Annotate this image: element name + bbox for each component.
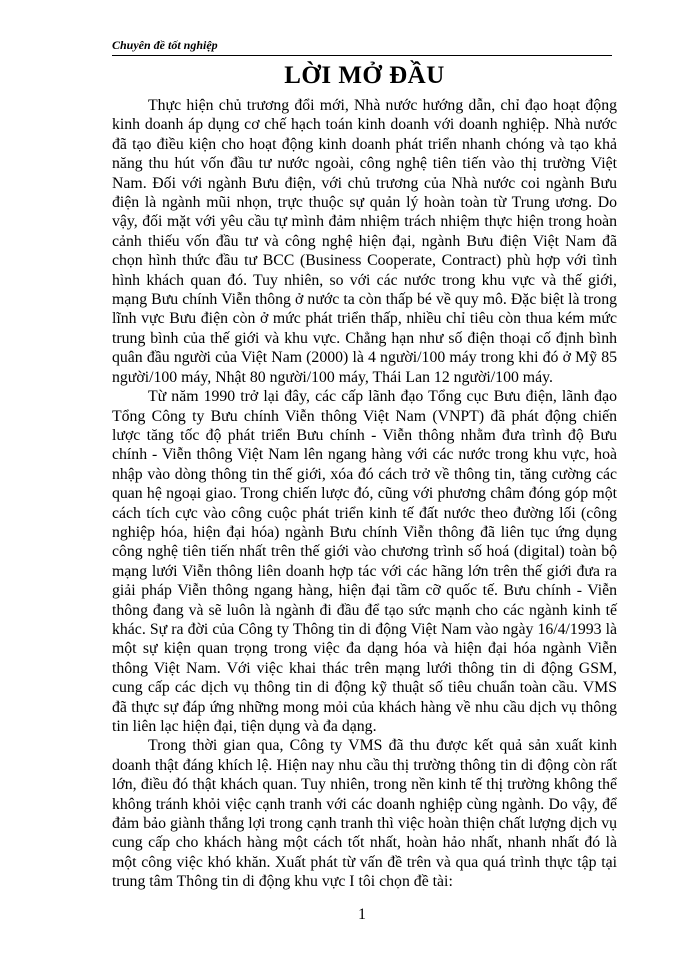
page-title: LỜI MỞ ĐẦU <box>284 62 445 89</box>
paragraph-2: Từ năm 1990 trở lại đây, các cấp lãnh đạo Tổng cục Bưu điện, lãnh đạo Tổng Công ty Bưu chính Viễn thông Việt Nam (VNPT) đã phát động chiến lược tăng tốc độ phát triển Bưu chính - Viễn thông nhằm đưa trình độ Bưu chính - Viễn thông Việt Nam lên ngang hàng với các nước trong khu vực, hoà nhập vào dòng thông tin thế giới, xóa đó cách trở về thông tin, tăng cường các quan hệ ngoại giao. Trong chiến lược đó, cũng với phương châm đóng góp một cách tích cực vào công cuộc phát triển kinh tế đất nước theo đường lối (công nghiệp hóa, hiện đại hóa) ngành Bưu chính Viễn thông đã liên tục ứng dụng công nghệ tiên tiến nhất trên thế giới vào chương trình số hoá (digital) toàn bộ mạng lưới Viễn thông liên doanh hợp tác với các hãng lớn trên thế giới đưa ra giải pháp Viễn thông ngang hàng, hiện đại tầm cỡ quốc tế. Bưu chính - Viễn thông đang và sẽ luôn là ngành đi đầu để tạo sức mạnh cho các ngành kinh tế khác. Sự ra đời của Công ty Thông tin di động Việt Nam vào ngày 16/4/1993 là một sự kiện quan trọng trong việc đa dạng hóa và hiện đại hóa ngành Viễn thông Việt Nam. Với việc khai thác trên mạng lưới thông tin di động GSM, cung cấp các dịch vụ thông tin di động kỹ thuật số tiêu chuẩn toàn cầu. VMS đã thực sự đáp ứng những mong mỏi của khách hàng về nhu cầu dịch vụ thông tin liên lạc hiện đại, tiện dụng và đa dạng. <box>112 388 617 735</box>
page-number: 1 <box>358 906 366 923</box>
document-body <box>112 96 617 892</box>
paragraph-3: Trong thời gian qua, Công ty VMS đã thu được kết quả sản xuất kinh doanh thật đáng khích lệ. Hiện nay nhu cầu thị trường thông tin di động còn rất lớn, điều đó thật khách quan. Tuy nhiên, trong nền kinh tế thị trường không thể không tránh khỏi việc cạnh tranh với các doanh nghiệp cùng ngành. Do vậy, để đảm bảo giành thắng lợi trong cạnh tranh thì việc hoàn thiện chất lượng dịch vụ cung cấp cho khách hàng một cách tốt nhất, hoàn hảo nhất, nhanh nhất đó là một công việc khó khăn. Xuất phát từ vấn đề trên và qua quá trình thực tập tại trung tâm Thông tin di động khu vực I tôi chọn đề tài: <box>112 737 617 891</box>
running-header: Chuyên đề tốt nghiệp <box>112 38 612 56</box>
paragraph-1: Thực hiện chủ trương đổi mới, Nhà nước hướng dẫn, chỉ đạo hoạt động kinh doanh áp dụng cơ chế hạch toán kinh doanh với doanh nghiệp. Nhà nước đã tạo điều kiện cho hoạt động kinh doanh phát triển nhanh chóng và tạo khả năng thu hút vốn đầu tư nước ngoài, công nghệ tiên tiến vào thị trường Việt Nam. Đối với ngành Bưu điện, với chủ trương của Nhà nước coi ngành Bưu điện là ngành mũi nhọn, trực thuộc sự quản lý hoàn toàn từ Trung ương. Do vậy, đối mặt với yêu cầu tự mình đảm nhiệm trách nhiệm thực hiện trong hoàn cảnh thiếu vốn đầu tư và công nghệ hiện đại, ngành Bưu điện Việt Nam đã chọn hình thức đầu tư BCC (Business Cooperate, Contract) phù hợp với tình hình khách quan đó. Tuy nhiên, so với các nước trong khu vực và thế giới, mạng Bưu chính Viễn thông ở nước ta còn thấp bé về quy mô. Đặc biệt là trong lĩnh vực Bưu điện còn ở mức phát triển thấp, nhiều chỉ tiêu còn thua kém mức trung bình của thế giới và khu vực. Chẳng hạn như số điện thoại cố định bình quân đầu người của Việt Nam (2000) là 4 người/100 máy trong khi đó ở Mỹ 85 người/100 máy, Nhật 80 người/100 máy, Thái Lan 12 người/100 máy. <box>112 97 617 386</box>
